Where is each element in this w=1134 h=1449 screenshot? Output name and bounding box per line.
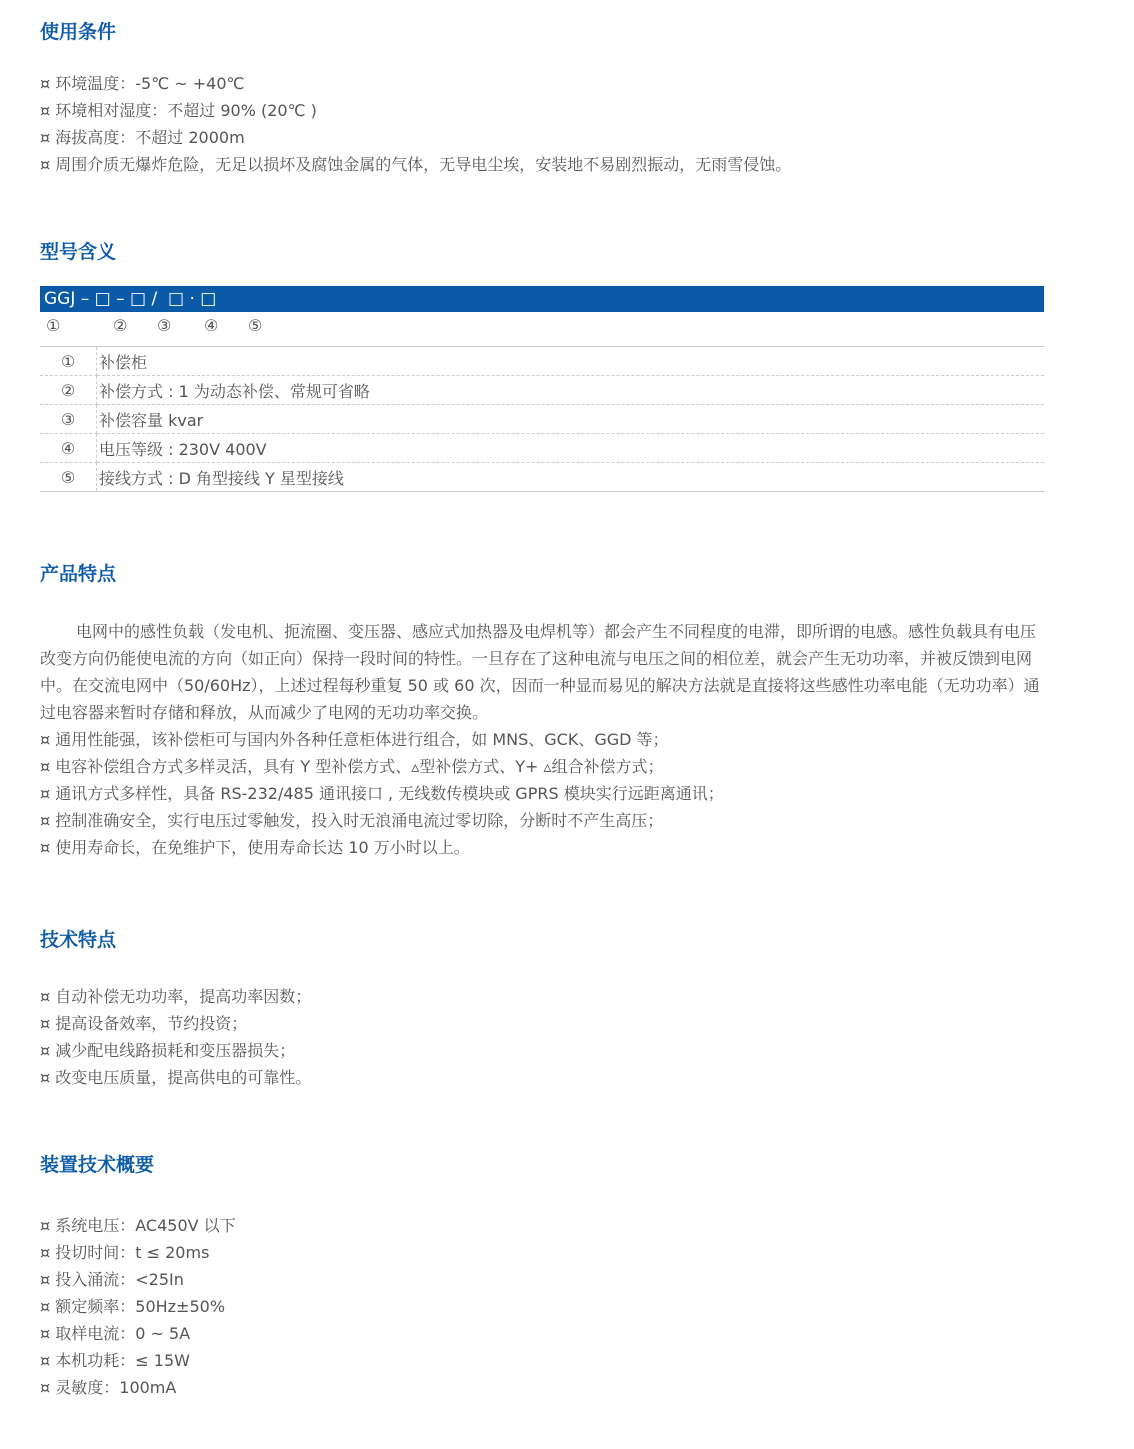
device-item: ¤ 投入涌流：<25In [40,1270,184,1289]
tech-section [40,927,1044,1091]
tech-item: ¤ 提高设备效率，节约投资； [40,1014,248,1033]
row-description: 电压等级 : 230V 400V [97,434,1045,463]
table-row [40,376,1044,405]
device-item: ¤ 本机功耗：≤ 15W [40,1351,190,1370]
table-row [40,434,1044,463]
row-number: ⑤ [40,463,97,492]
model-marker: ② [113,316,128,335]
features-section [40,561,1044,861]
model-marker: ① [46,316,61,335]
tech-title: 技术特点 [40,929,117,951]
usage-item: ¤ 海拔高度：不超过 2000m [40,128,245,147]
model-marker: ③ [157,316,172,335]
row-number: ② [40,376,97,405]
features-item: ¤ 通讯方式多样性，具备 RS-232/485 通讯接口 , 无线数传模块或 GPRS 模块实行远距离通讯； [40,784,724,803]
model-markers [40,312,1044,346]
device-section [40,1152,1044,1401]
row-number: ④ [40,434,97,463]
table-row [40,463,1044,492]
row-description: 补偿方式 : 1 为动态补偿、常规可省略 [97,376,1045,405]
model-table [40,346,1044,492]
row-description: 补偿柜 [97,347,1045,376]
features-paragraph: 电网中的感性负载（发电机、扼流圈、变压器、感应式加热器及电焊机等）都会产生不同程度的电滞，即所谓的电感。感性负载具有电压改变方向仍能使电流的方向（如正向）保持一段时间的特性。一旦存在了这种电流与电压之间的相位差，就会产生无功功率，并被反馈到电网中。在交流电网中（50/60Hz），上述过程每秒重复 50 或 60 次，因而一种显而易见的解决方法就是直接将这些感性功率电能（无功功率）通过电容器来暂时存储和释放，从而减少了电网的无功功率交换。 [40,622,1040,722]
tech-item: ¤ 改变电压质量，提高供电的可靠性。 [40,1068,312,1087]
features-item: ¤ 电容补偿组合方式多样灵活，具有 Y 型补偿方式、▵型补偿方式、Y+ ▵组合补偿方式； [40,757,664,776]
usage-title: 使用条件 [40,21,117,43]
row-description: 接线方式 : D 角型接线 Y 星型接线 [97,463,1045,492]
usage-item: ¤ 周围介质无爆炸危险，无足以损坏及腐蚀金属的气体，无导电尘埃，安装地不易剧烈振动，无雨雪侵蚀。 [40,155,792,174]
model-marker: ⑤ [248,316,263,335]
usage-item: ¤ 环境温度：-5℃ ~ +40℃ [40,74,245,93]
device-item: ¤ 投切时间：t ≤ 20ms [40,1243,210,1262]
row-number: ③ [40,405,97,434]
model-marker: ④ [204,316,219,335]
device-item: ¤ 系统电压：AC450V 以下 [40,1216,236,1235]
tech-item: ¤ 减少配电线路损耗和变压器损失； [40,1041,296,1060]
features-item: ¤ 通用性能强，该补偿柜可与国内外各种任意柜体进行组合，如 MNS、GCK、GGD 等； [40,730,669,749]
usage-item: ¤ 环境相对湿度：不超过 90% (20℃ ) [40,101,317,120]
usage-section [40,19,1044,178]
device-item: ¤ 取样电流：0 ~ 5A [40,1324,191,1343]
features-item: ¤ 控制准确安全，实行电压过零触发，投入时无浪涌电流过零切除，分断时不产生高压； [40,811,664,830]
device-title: 装置技术概要 [40,1154,155,1176]
features-item: ¤ 使用寿命长，在免维护下，使用寿命长达 10 万小时以上。 [40,838,470,857]
row-description: 补偿容量 kvar [97,405,1045,434]
row-number: ① [40,347,97,376]
device-item: ¤ 灵敏度：100mA [40,1378,177,1397]
model-section [40,239,1044,492]
features-title: 产品特点 [40,563,117,585]
table-row [40,405,1044,434]
tech-item: ¤ 自动补偿无功功率，提高功率因数； [40,987,312,1006]
model-title: 型号含义 [40,241,117,263]
device-item: ¤ 额定频率：50Hz±50% [40,1297,226,1316]
model-code-bar: GGJ – □ – □ / □ · □ [40,286,1044,312]
table-row [40,347,1044,376]
